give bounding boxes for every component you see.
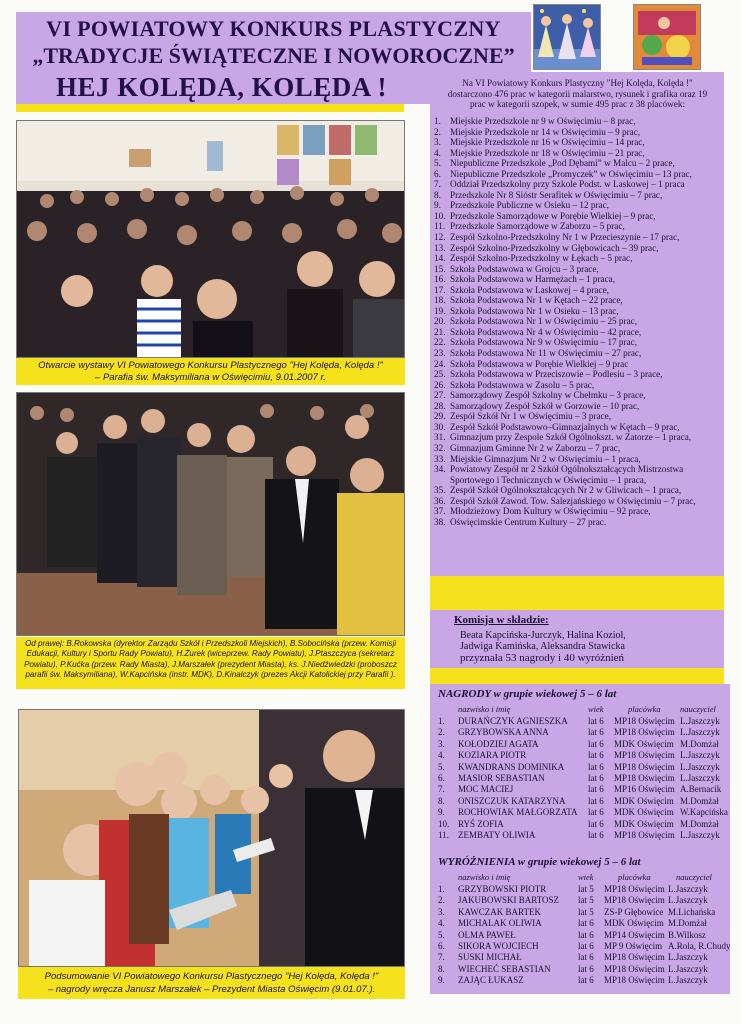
institution-label: Szkoła Podstawowa Nr 4 w Oświęcimiu – 42 prace, xyxy=(450,326,642,337)
institution-item xyxy=(434,253,719,264)
cell-teacher: L.Jaszczyk xyxy=(668,952,708,963)
cell-age: lat 6 xyxy=(588,784,604,795)
institution-item xyxy=(434,369,719,380)
row-number: 4. xyxy=(438,750,445,761)
institution-number: 37. xyxy=(434,506,446,517)
institution-item xyxy=(434,348,719,359)
cell-teacher: L.Jaszczyk xyxy=(668,895,708,906)
row-number: 2. xyxy=(438,727,445,738)
artwork-thumbnail-colorful xyxy=(633,4,701,70)
committee-line: Jadwiga Kamińska, Aleksandra Stawicka xyxy=(460,641,625,652)
institution-label: Młodzieżowy Dom Kultury w Oświęcimiu – 92 prace, xyxy=(450,506,651,517)
institution-item xyxy=(434,496,719,507)
row-number: 3. xyxy=(438,738,445,749)
institution-label: Szkoła Podstawowa Nr 1 w Kętach – 22 prace, xyxy=(450,295,623,306)
col-age-header: wiek xyxy=(588,704,604,714)
cell-school: MDK Oświęcim xyxy=(614,807,674,818)
cell-school: MDK Oświęcim xyxy=(604,918,664,929)
institution-number: 21. xyxy=(434,326,446,337)
committee-panel xyxy=(430,610,724,668)
col-teacher-header: nauczyciel xyxy=(676,872,712,882)
cell-age: lat 5 xyxy=(578,884,594,894)
cell-school: MP18 Oświęcim xyxy=(604,975,665,986)
institution-label: Oświęcimskie Centrum Kultury – 27 prac. xyxy=(450,516,607,527)
institution-label: Szkoła Podstawowa Nr 9 w Oświęcimiu – 17 prac, xyxy=(450,337,638,348)
institution-item xyxy=(434,485,719,496)
institution-item xyxy=(434,422,719,433)
institution-item xyxy=(434,200,719,211)
cell-age: lat 6 xyxy=(588,738,604,749)
institution-label: Przedszkole Publiczne w Osieku – 12 prac, xyxy=(450,200,609,211)
institution-number: 35. xyxy=(434,485,446,496)
cell-teacher: L.Jaszczyk xyxy=(668,963,708,974)
institution-label: Oddział Przedszkolny przy Szkole Podst. w Laskowej – 1 praca xyxy=(450,179,685,190)
caption-line: – Parafia św. Maksymiliana w Oświęcimiu, 9.01.2007 r. xyxy=(95,372,326,383)
institution-label: Szkoła Podstawowa Nr 11 w Oświęcimiu – 27 prac, xyxy=(450,348,642,359)
cell-name: MICHALAK OLIWIA xyxy=(458,918,542,929)
institution-label: Miejskie Przedszkole nr 16 w Oświęcimiu – 14 prac, xyxy=(450,137,645,148)
cell-teacher: L.Jaszczyk xyxy=(680,727,720,738)
institution-label: Gimnazjum przy Zespole Szkół Ogólnokszt. w Zatorze – 1 praca, xyxy=(450,432,692,443)
guests-photo-caption: Od prawej: B.Rokowska (dyrektor Zarządu Szkół i Przedszkoli Miejskich), B.Sobocińska (przew. Komisji Edukacji, Kultury i Sportu Rady Powiatu), H.Żurek (wiceprzew. Rady Powiatu), J.Ptaszczyca (sekretarz Powiatu), P.Kućka (przew. Rady Miasta), J.Marszałek (prezydent Miasta), ks. J.Niedźwiedzki (proboszcz parafii św. Maksymiliana), W.Kapcińska (instr. MDK), D.Kinalczyk (prezes Akcji Katolickiej przy Parafii ). xyxy=(16,637,405,689)
institution-number: 34. xyxy=(434,464,446,475)
institution-number: 28. xyxy=(434,400,446,411)
institution-item xyxy=(434,432,719,443)
cell-name: MOC MACIEJ xyxy=(458,784,514,795)
cell-name: JAKUBOWSKI BARTOSZ xyxy=(458,895,560,906)
cell-teacher: L.Jaszczyk xyxy=(668,975,708,986)
awards-title: NAGRODY w grupie wiekowej 5 – 6 lat xyxy=(438,688,617,700)
col-school-header: placówka xyxy=(618,872,651,882)
institution-label: Miejskie Przedszkole nr 18 w Oświęcimiu – 21 prac, xyxy=(450,147,645,158)
institution-number: 32. xyxy=(434,442,446,453)
institution-number: 18. xyxy=(434,295,446,306)
institution-item xyxy=(434,411,719,422)
institution-number: 30. xyxy=(434,421,446,432)
institution-item xyxy=(434,148,719,159)
cell-age: lat 6 xyxy=(588,818,604,829)
institution-number: 22. xyxy=(434,337,446,348)
cell-age: lat 6 xyxy=(578,929,594,940)
institution-number: 5. xyxy=(434,158,441,169)
institution-item xyxy=(434,359,719,370)
title-line-1: VI POWIATOWY KONKURS PLASTYCZNY xyxy=(46,16,501,41)
institution-number: 33. xyxy=(434,453,446,464)
cell-age: lat 6 xyxy=(578,941,594,951)
institution-label: Zespół Szkół Zawod. Tow. Salezjańskiego w Oświęcimiu – 7 prac, xyxy=(450,495,696,506)
cell-teacher: L.Jaszczyk xyxy=(680,761,720,772)
cell-teacher: M.Domżał xyxy=(668,918,707,929)
cell-age: lat 6 xyxy=(578,975,594,986)
cell-school: MP 9 Oświęcim xyxy=(604,941,663,951)
cell-name: DURAŃCZYK AGNIESZKA xyxy=(458,716,568,726)
cell-name: OLMA PAWEŁ xyxy=(458,929,516,940)
committee-footer-bar xyxy=(430,668,724,684)
cell-teacher: M.Domżał xyxy=(680,818,719,829)
institution-number: 1. xyxy=(434,116,441,126)
institution-item xyxy=(434,232,719,243)
cell-name: ZAJĄC ŁUKASZ xyxy=(458,975,524,986)
institution-number: 3. xyxy=(434,137,441,148)
institution-item xyxy=(434,264,719,275)
cell-age: lat 6 xyxy=(588,830,604,840)
row-number: 5. xyxy=(438,761,445,772)
institution-item xyxy=(434,158,719,169)
institution-number: 26. xyxy=(434,379,446,390)
caption-line: Podsumowanie VI Powiatowego Konkursu Plastycznego "Hej Kolęda, Kolęda !" xyxy=(44,971,379,982)
institution-label: Szkoła Podstawowa Nr 1 w Oświęcimiu – 25 prac, xyxy=(450,316,638,327)
cell-name: GRZYBOWSKA ANNA xyxy=(458,727,549,738)
cell-name: ZEMBATY OLIWIA xyxy=(458,830,536,840)
cell-teacher: L.Jaszczyk xyxy=(680,830,720,840)
cell-age: lat 6 xyxy=(588,761,604,772)
caption-line: – nagrody wręcza Janusz Marszałek – Prezydent Miasta Oświęcim (9.01.07.). xyxy=(47,984,376,995)
cell-name: KOŁODZIEJ AGATA xyxy=(458,738,539,749)
cell-teacher: A.Bernacik xyxy=(680,784,722,795)
institution-label: Zespół Szkolno-Przedszkolny w Łękach – 5 prac, xyxy=(450,253,633,264)
institution-item xyxy=(434,337,719,348)
col-name-header: nazwisko i imię xyxy=(458,872,511,882)
institution-label: Szkoła Podstawowa w Zasolu – 5 prac, xyxy=(450,379,595,390)
cell-school: MDK Oświęcim xyxy=(614,795,674,806)
cell-teacher: B.Wilkosz xyxy=(668,929,706,940)
institution-label: Zespół Szkół Nr 1 w Oświęcimiu – 3 prace, xyxy=(450,411,612,422)
institution-number: 6. xyxy=(434,168,441,179)
cell-school: MP18 Oświęcim xyxy=(604,884,665,894)
title-line-3: HEJ KOLĘDA, KOLĘDA ! xyxy=(56,72,388,102)
institution-number: 4. xyxy=(434,147,441,158)
caption-line: Otwarcie wystawy VI Powiatowego Konkursu Plastycznego "Hej Kolęda, Kolęda !" xyxy=(38,360,383,371)
institution-item xyxy=(434,517,719,528)
cell-age: lat 6 xyxy=(578,952,594,963)
institution-label: Zespół Szkół Ogólnokształcących Nr 2 w Gliwicach – 1 praca, xyxy=(450,485,682,496)
cell-teacher: M.Domżał xyxy=(680,795,719,806)
institution-label: Miejskie Przedszkole nr 14 w Oświęcimiu – 9 prac, xyxy=(450,126,641,137)
row-number: 8. xyxy=(438,795,445,806)
cell-age: lat 6 xyxy=(588,773,604,783)
institution-number: 29. xyxy=(434,411,446,422)
institution-label: Zespół Szkolno-Przedszkolny w Głębowicach – 39 prac, xyxy=(450,242,659,253)
institutions-footer-bar xyxy=(430,576,724,610)
institution-item xyxy=(434,454,719,465)
institution-number: 11. xyxy=(434,221,446,232)
institution-number: 23. xyxy=(434,348,446,359)
cell-name: SUSKI MICHAŁ xyxy=(458,952,522,963)
institution-label: Miejskie Przedszkole nr 9 w Oświęcimiu – 8 prac, xyxy=(450,116,636,126)
cell-school: MP18 Oświęcim xyxy=(604,952,665,963)
institution-label: Przedszkole Samorządowe w Zaborzu – 5 prac, xyxy=(450,221,625,232)
institution-item xyxy=(434,401,719,412)
institution-number: 24. xyxy=(434,358,446,369)
cell-age: lat 5 xyxy=(578,906,594,917)
row-number: 9. xyxy=(438,807,445,818)
institution-label: Samorządowy Zespół Szkolny w Chełmku – 3 prace, xyxy=(450,390,646,401)
institution-label: Zespół Szkół Podstawowo–Gimnazjalnych w Kętach – 9 prac, xyxy=(450,421,680,432)
institution-item xyxy=(434,295,719,306)
institution-item xyxy=(434,116,719,127)
institution-label: Samorządowy Zespół Szkół w Gorzowie – 10 prac, xyxy=(450,400,640,411)
institution-label: Szkoła Podstawowa w Harmężach – 1 praca, xyxy=(450,274,616,285)
cell-age: lat 6 xyxy=(588,727,604,738)
col-name-header: nazwisko i imię xyxy=(458,704,511,714)
institution-number: 8. xyxy=(434,189,441,200)
institution-number: 9. xyxy=(434,200,441,211)
institution-item xyxy=(434,137,719,148)
cell-name: KAWCZAK BARTEK xyxy=(458,906,541,917)
institution-item xyxy=(434,464,719,485)
institutions-list xyxy=(434,116,719,527)
col-teacher-header: nauczyciel xyxy=(680,704,716,714)
cell-school: MP18 Oświęcim xyxy=(604,963,665,974)
awards-panel xyxy=(430,684,730,994)
honors-title: WYRÓŻNIENIA w grupie wiekowej 5 – 6 lat xyxy=(438,856,641,868)
cell-school: MDK Oświęcim xyxy=(614,818,674,829)
row-number: 9. xyxy=(438,975,445,986)
institution-item xyxy=(434,127,719,138)
cell-age: lat 6 xyxy=(588,716,604,726)
row-number: 2. xyxy=(438,895,445,906)
institution-label: Niepubliczne Przedszkole „Promyczek” w Oświęcimiu – 13 prac, xyxy=(450,168,692,179)
committee-line: Beata Kapcińska-Jurczyk, Halina Kozioł, xyxy=(460,630,626,641)
cell-age: lat 6 xyxy=(578,918,594,929)
cell-age: lat 5 xyxy=(578,895,594,906)
cell-teacher: L.Jaszczyk xyxy=(680,716,720,726)
row-number: 7. xyxy=(438,784,445,795)
guests-photo xyxy=(16,392,405,636)
committee-title: Komisja w składzie: xyxy=(454,614,549,626)
institution-number: 36. xyxy=(434,495,446,506)
institution-number: 10. xyxy=(434,210,446,221)
institution-item xyxy=(434,380,719,391)
institution-label: Szkoła Podstawowa w Grojcu – 3 prace, xyxy=(450,263,599,274)
intro-text: Na VI Powiatowy Konkurs Plastyczny "Hej Kolęda, Kolęda !" dostarczono 476 prac w kategorii malarstwo, rysunek i grafika oraz 19 prac w kategorii szopek, w sumie 495 prac z 38 placówek: xyxy=(447,78,708,110)
institution-number: 2. xyxy=(434,126,441,137)
institution-number: 19. xyxy=(434,305,446,316)
institution-item xyxy=(434,327,719,338)
row-number: 6. xyxy=(438,941,445,951)
awards-photo xyxy=(18,709,405,967)
institution-item xyxy=(434,285,719,296)
institution-item xyxy=(434,506,719,517)
cell-age: lat 6 xyxy=(588,807,604,818)
institution-item xyxy=(434,306,719,317)
row-number: 5. xyxy=(438,929,445,940)
institution-number: 27. xyxy=(434,390,446,401)
institution-label: Miejskie Gimnazjum Nr 2 w Oświęcimiu – 1 praca, xyxy=(450,453,641,464)
institution-item xyxy=(434,169,719,180)
awards-photo-caption xyxy=(18,967,405,999)
institution-item xyxy=(434,443,719,454)
institution-number: 15. xyxy=(434,263,446,274)
row-number: 4. xyxy=(438,918,445,929)
title-line-2: „TRADYCJE ŚWIĄTECZNE I NOWOROCZNE” xyxy=(32,43,515,68)
institution-label: Powiatowy Zespół nr 2 Szkół Ogólnokształcących Mistrzostwa Sportowego i Technicznych w Oświęcimiu – 1 praca, xyxy=(450,464,684,485)
institution-item xyxy=(434,221,719,232)
cell-name: WIECHEĆ SEBASTIAN xyxy=(458,963,551,974)
audience-photo xyxy=(16,120,405,358)
institution-label: Szkoła Podstawowa w Laskowej – 4 prace, xyxy=(450,284,609,295)
institution-item xyxy=(434,274,719,285)
row-number: 10. xyxy=(438,818,450,829)
cell-school: MP18 Oświęcim xyxy=(614,750,675,761)
institution-label: Szkoła Podstawowa w Przeciszowie – Podlesiu – 3 prace, xyxy=(450,369,663,380)
cell-name: RYŚ ZOFIA xyxy=(458,818,504,829)
cell-school: MP16 Oświęcim xyxy=(614,784,675,795)
header-underline xyxy=(16,104,404,112)
institution-label: Gimnazjum Gminne Nr 2 w Zaborzu – 7 prac, xyxy=(450,442,621,453)
cell-school: MP18 Oświęcim xyxy=(614,761,675,772)
cell-school: MP18 Oświęcim xyxy=(614,830,675,840)
institution-number: 20. xyxy=(434,316,446,327)
cell-age: lat 6 xyxy=(588,750,604,761)
cell-school: ZS-P Głębowice xyxy=(604,906,664,917)
institution-number: 12. xyxy=(434,232,446,243)
institution-item xyxy=(434,211,719,222)
institution-label: Szkoła Podstawowa Nr 1 w Osieku – 13 prac, xyxy=(450,305,619,316)
cell-name: SIKORA WOJCIECH xyxy=(458,941,539,951)
cell-school: MP18 Oświęcim xyxy=(604,895,665,906)
institution-number: 16. xyxy=(434,274,446,285)
cell-name: GRZYBOWSKI PIOTR xyxy=(458,884,547,894)
cell-school: MP14 Oświęcim xyxy=(604,929,665,940)
cell-school: MDK Oświęcim xyxy=(614,738,674,749)
cell-name: ONISZCZUK KATARZYNA xyxy=(458,795,566,806)
committee-summary: przyznała 53 nagrody i 40 wyróżnień xyxy=(460,652,625,664)
cell-name: MASIOR SEBASTIAN xyxy=(458,773,545,783)
cell-school: MP18 Oświęcim xyxy=(614,773,675,783)
institution-number: 31. xyxy=(434,432,446,443)
institution-label: Zespół Szkolno-Przedszkolny Nr 1 w Przecieszynie – 17 prac, xyxy=(450,232,680,243)
cell-name: ROCHOWIAK MAŁGORZATA xyxy=(458,807,578,818)
cell-teacher: M.Lichańska xyxy=(668,906,716,917)
institution-item xyxy=(434,243,719,254)
institutions-panel xyxy=(430,72,724,576)
institution-number: 13. xyxy=(434,242,446,253)
institution-number: 7. xyxy=(434,179,441,190)
col-school-header: placówka xyxy=(628,704,661,714)
row-number: 11. xyxy=(438,830,449,840)
row-number: 1. xyxy=(438,884,445,894)
cell-teacher: W.Kapcińska xyxy=(680,807,728,818)
institution-label: Niepubliczne Przedszkole „Pod Dębami” w Malcu – 2 prace, xyxy=(450,158,675,169)
cell-teacher: L.Jaszczyk xyxy=(668,884,708,894)
col-age-header: wiek xyxy=(578,872,594,882)
artwork-thumbnail-angels xyxy=(533,4,601,70)
institution-item xyxy=(434,179,719,190)
institution-number: 38. xyxy=(434,516,446,527)
institution-item xyxy=(434,190,719,201)
cell-name: KWANDRANS DOMINIKA xyxy=(458,761,565,772)
cell-teacher: A.Rola, R.Chudy xyxy=(668,941,731,951)
cell-teacher: M.Domżał xyxy=(680,738,719,749)
institution-item xyxy=(434,316,719,327)
cell-age: lat 6 xyxy=(588,795,604,806)
institution-item xyxy=(434,390,719,401)
cell-name: KOZIARA PIOTR xyxy=(458,750,527,761)
cell-school: MP18 Oświęcim xyxy=(614,716,675,726)
institution-label: Przedszkole Nr 8 Sióstr Serafitek w Oświęcimiu – 7 prac, xyxy=(450,189,663,200)
cell-teacher: L.Jaszczyk xyxy=(680,750,720,761)
cell-age: lat 6 xyxy=(578,963,594,974)
row-number: 8. xyxy=(438,963,445,974)
row-number: 7. xyxy=(438,952,445,963)
row-number: 1. xyxy=(438,716,445,726)
row-number: 3. xyxy=(438,906,445,917)
row-number: 6. xyxy=(438,773,445,783)
cell-school: MP18 Oświęcim xyxy=(614,727,675,738)
institution-number: 14. xyxy=(434,253,446,264)
audience-photo-caption xyxy=(16,358,405,385)
institution-label: Przedszkole Samorządowe w Porębie Wielkiej – 9 prac, xyxy=(450,210,656,221)
institution-number: 25. xyxy=(434,369,446,380)
institution-number: 17. xyxy=(434,284,446,295)
cell-teacher: L.Jaszczyk xyxy=(680,773,720,783)
institution-label: Szkoła Podstawowa w Porębie Wielkiej – 9 prac xyxy=(450,358,629,369)
